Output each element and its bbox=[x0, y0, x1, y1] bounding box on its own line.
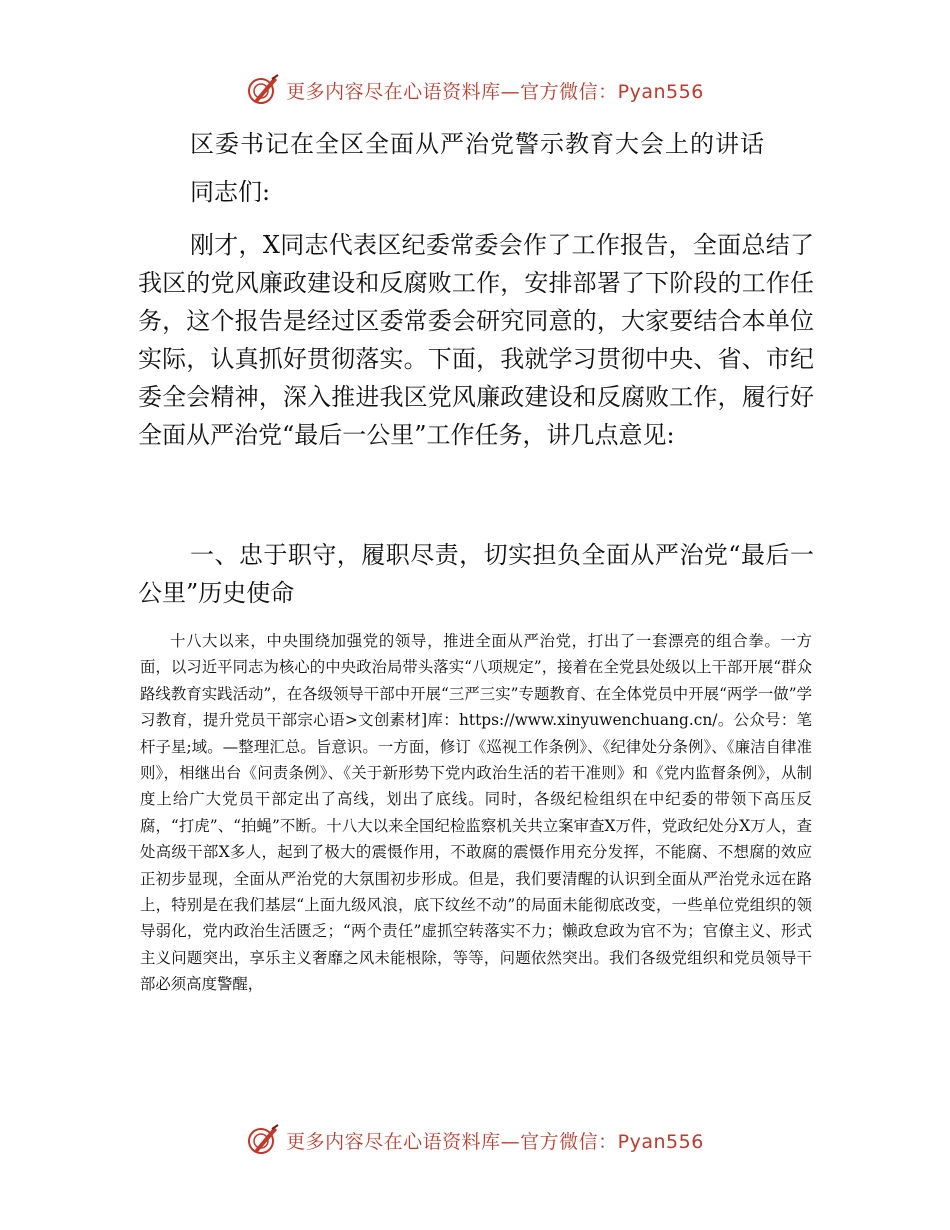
header-banner-text: 更多内容尽在心语资料库—官方微信：Pyan556 bbox=[286, 80, 704, 103]
footer-banner-text: 更多内容尽在心语资料库—官方微信：Pyan556 bbox=[286, 1130, 704, 1153]
footer-banner bbox=[0, 1120, 950, 1160]
document-title: 区委书记在全区全面从严治党警示教育大会上的讲话 bbox=[190, 130, 765, 158]
section-heading-1: 一、忠于职守，履职尽责，切实担负全面从严治党“最后一公里”历史使命 bbox=[138, 541, 814, 607]
quill-logo-icon bbox=[246, 73, 280, 107]
body-paragraph: 十八大以来，中央围绕加强党的领导，推进全面从严治党，打出了一套漂亮的组合拳。一方面，以习近平同志为核心的中央政治局带头落实“八项规定”，接着在全党县处级以上干部开展“群众路线教育实践活动”，在各级领导干部中开展“三严三实”专题教育、在全体党员中开展“两学一做”学习教育，提升党员干部宗心语>文创素材]库：https://www.xinyuwenchuang.cn/。公众号：笔杆子星;域。—整理汇总。旨意识。一方面，修订《巡视工作条例》、《纪律处分条例》、《廉洁自律准则》，相继出台《问责条例》、《关于新形势下党内政治生活的若干准则》和《党内监督条例》，从制度上给广大党员干部定出了高线，划出了底线。同时，各级纪检组织在中纪委的带领下高压反腐，“打虎”、“拍蝇”不断。十八大以来全国纪检监察机关共立案审查X万件，党政纪处分X万人，查处高级干部X多人，起到了极大的震慑作用，不敢腐的震慑作用充分发挥，不能腐、不想腐的效应正初步显现，全面从严治党的大氛围初步形成。但是，我们要清醒的认识到全面从严治党永远在路上，特别是在我们基层“上面九级风浪，底下纹丝不动”的局面未能彻底改变，一些单位党组织的领导弱化，党内政治生活匮乏；“两个责任”虚抓空转落实不力；懒政怠政为官不为；官僚主义、形式主义问题突出，享乐主义奢靡之风未能根除，等等，问题依然突出。我们各级党组织和党员领导干部必须高度警醒， bbox=[140, 632, 812, 994]
opening-paragraph: 刚才，X同志代表区纪委常委会作了工作报告，全面总结了我区的党风廉政建设和反腐败工作，安排部署了下阶段的工作任务，这个报告是经过区委常委会研究同意的，大家要结合本单位实际，认真抓好贯彻落实。下面，我就学习贯彻中央、省、市纪委全会精神，深入推进我区党风廉政建设和反腐败工作，履行好全面从严治党“最后一公里”工作任务，讲几点意见: bbox=[138, 231, 814, 449]
greeting: 同志们: bbox=[190, 178, 271, 206]
header-banner bbox=[0, 70, 950, 110]
quill-logo-icon bbox=[246, 1123, 280, 1157]
